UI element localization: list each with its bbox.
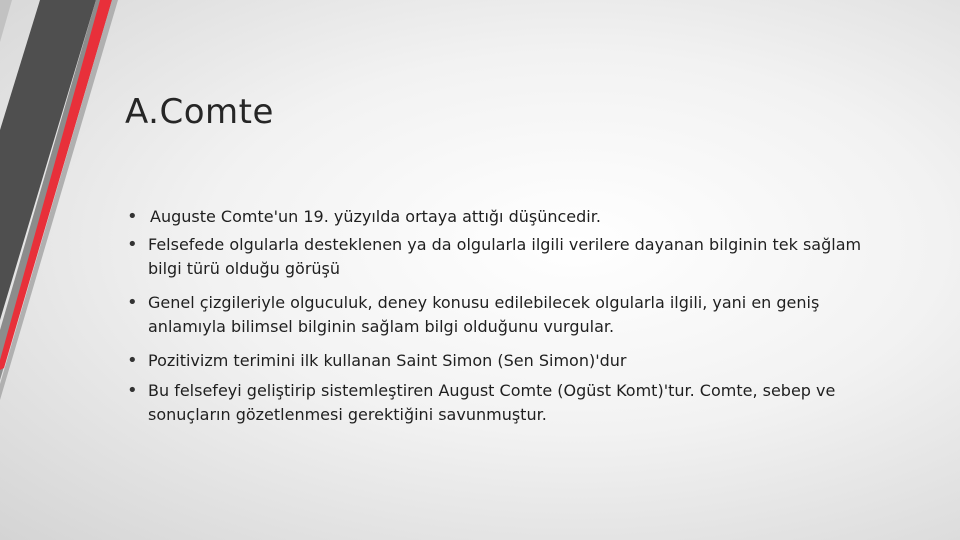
bullet-item <box>125 205 885 229</box>
bullet-dot-icon: • <box>127 234 138 255</box>
bullet-item <box>125 379 885 427</box>
bullet-item <box>125 291 885 339</box>
bullet-dot-icon: • <box>127 350 138 371</box>
bullet-dot-icon: • <box>127 292 138 313</box>
slide-title: A.Comte <box>125 92 274 132</box>
stripe-dark <box>0 0 96 320</box>
stripe-light <box>0 0 12 42</box>
bullet-list <box>125 205 885 436</box>
bullet-item <box>125 233 885 281</box>
bullet-text: Bu felsefeyi geliştirip sistemleştiren August Comte (Ogüst Komt)'tur. Comte, sebep ve sonuçların gözetlenmesi gerektiğini savunmuştur. <box>148 381 836 424</box>
bullet-text: Pozitivizm terimini ilk kullanan Saint Simon (Sen Simon)'dur <box>148 351 627 370</box>
bullet-text: Felsefede olgularla desteklenen ya da olgularla ilgili verilere dayanan bilginin tek sağlam bilgi türü olduğu görüşü <box>148 235 862 278</box>
bullet-item <box>125 349 885 373</box>
bullet-text: Auguste Comte'un 19. yüzyılda ortaya attığı düşüncedir. <box>150 207 601 226</box>
bullet-text: Genel çizgileriyle olguculuk, deney konusu edilebilecek olgularla ilgili, yani en geniş anlamıyla bilimsel bilginin sağlam bilgi olduğunu vurgular. <box>148 293 820 336</box>
bullet-dot-icon: • <box>127 380 138 401</box>
bullet-dot-icon: • <box>127 206 138 227</box>
